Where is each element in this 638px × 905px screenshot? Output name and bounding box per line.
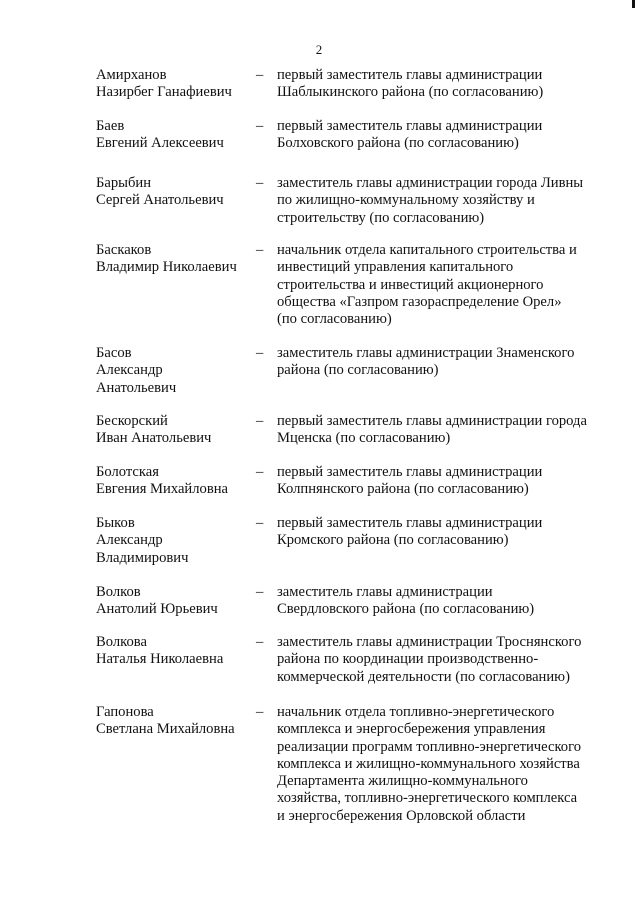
member-role-line: первый заместитель главы администрации [277,67,543,83]
entry-dash: – [256,118,264,134]
member-role [277,584,617,619]
member-role-line: заместитель главы администрации Троснянского [277,634,582,650]
member-name-line: Анатолий Юрьевич [96,601,218,618]
member-name-line: Баскаков [96,242,152,258]
member-role-line: Шаблыкинского района (по согласованию) [277,84,544,101]
member-role-line: первый заместитель главы администрации [277,464,543,480]
member-role [277,242,617,328]
member-name-line: Иван Анатольевич [96,430,212,447]
member-role [277,464,617,499]
scan-edge-mark [632,0,635,8]
member-role-line: комплекса и энергосбережения управления [277,721,546,738]
member-name-line: Владимир Николаевич [96,259,237,276]
member-name [96,704,256,739]
member-role-line: первый заместитель главы администрации [277,515,543,531]
member-name-line: Волкова [96,634,147,650]
member-role [277,345,617,380]
member-name-line: Барыбин [96,175,152,191]
entry-dash: – [256,242,264,258]
member-name-line: Волков [96,584,141,600]
entry-dash: – [256,345,264,361]
member-role [277,515,617,550]
member-role-line: (по согласованию) [277,311,392,328]
member-role-line: комплекса и жилищно-коммунального хозяйства [277,755,580,772]
member-name-line: Бескорский [96,413,168,429]
member-role [277,413,617,448]
member-name [96,515,256,567]
member-role-line: Свердловского района (по согласованию) [277,601,535,618]
member-name-line: Светлана Михайловна [96,721,235,738]
member-role-line: и энергосбережения Орловской области [277,807,526,824]
member-role-line: Департамента жилищно-коммунального [277,773,528,790]
entry-dash: – [256,464,264,480]
member-name [96,584,256,619]
member-name-line: Басов [96,345,132,361]
member-name-line: Баев [96,118,125,134]
member-role-line: общества «Газпром газораспределение Орел» [277,293,562,310]
member-role-line: Мценска (по согласованию) [277,430,451,447]
member-name-line: Быков [96,515,135,531]
member-role [277,118,617,153]
member-name-line: Анатольевич [96,379,177,396]
member-role-line: строительству (по согласованию) [277,209,485,226]
member-role-line: заместитель главы администрации [277,584,493,600]
entry-dash: – [256,584,264,600]
member-name-line: Евгений Алексеевич [96,135,224,152]
member-role-line: реализации программ топливно-энергетического [277,738,582,755]
member-name-line: Назирбег Ганафиевич [96,84,232,101]
member-role-line: по жилищно-коммунальному хозяйству и [277,192,535,209]
page-number: 2 [315,42,323,57]
member-role-line: Болховского района (по согласованию) [277,135,519,152]
member-role-line: коммерческой деятельности (по согласованию) [277,668,570,685]
entry-dash: – [256,515,264,531]
member-role-line: первый заместитель главы администрации [277,118,543,134]
member-role [277,634,617,686]
member-role-line: первый заместитель главы администрации города [277,413,587,429]
member-name [96,634,256,669]
member-name-line: Евгения Михайловна [96,481,228,498]
entry-dash: – [256,67,264,83]
member-name-line: Гапонова [96,704,154,720]
member-name [96,464,256,499]
member-name [96,345,256,397]
member-name-line: Владимирович [96,549,189,566]
member-role-line: начальник отдела капитального строительства и [277,242,577,258]
member-name-line: Наталья Николаевна [96,651,224,668]
member-name-line: Амирханов [96,67,167,83]
member-role-line: хозяйства, топливно-энергетического комплекса [277,790,578,807]
member-role-line: начальник отдела топливно-энергетического [277,704,555,720]
entry-dash: – [256,413,264,429]
member-role [277,175,617,227]
member-role [277,67,617,102]
member-role-line: Кромского района (по согласованию) [277,532,509,549]
member-role-line: заместитель главы администрации Знаменского [277,345,575,361]
member-role-line: строительства и инвестиций акционерного [277,276,544,293]
member-role-line: инвестиций управления капитального [277,259,514,276]
member-role-line: района (по согласованию) [277,362,439,379]
member-name-line: Сергей Анатольевич [96,192,224,209]
entry-dash: – [256,704,264,720]
member-role-line: заместитель главы администрации города Ливны [277,175,584,191]
member-role [277,704,617,825]
entry-dash: – [256,634,264,650]
member-name [96,118,256,153]
member-name [96,242,256,277]
member-name [96,413,256,448]
member-role-line: района по координации производственно- [277,651,539,668]
member-name-line: Болотская [96,464,159,480]
member-name-line: Александр [96,532,163,549]
member-name [96,175,256,210]
member-name-line: Александр [96,362,163,379]
member-role-line: Колпнянского района (по согласованию) [277,481,529,498]
entry-dash: – [256,175,264,191]
member-name [96,67,256,102]
